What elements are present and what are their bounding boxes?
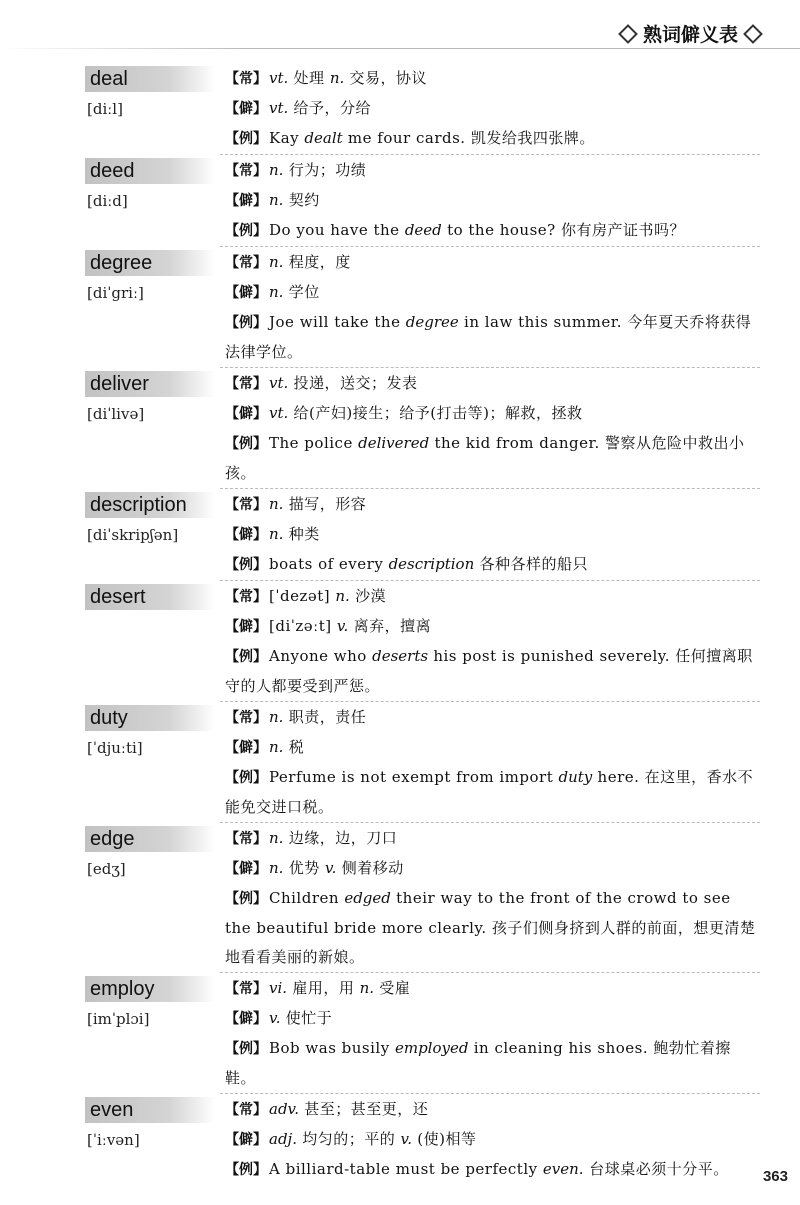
italic-text: dealt — [304, 129, 343, 147]
definition-text: 雇用，用 — [287, 979, 360, 997]
italic-text: delivered — [358, 434, 430, 452]
definition-text: the kid from danger. 警察从危险中救出小孩。 — [225, 434, 745, 482]
definition-text: 使忙于 — [280, 1009, 333, 1027]
italic-text: n. — [269, 253, 284, 271]
definition-example — [225, 642, 760, 701]
definition-text: 给予，分给 — [288, 99, 372, 117]
definition-text: boats of every — [269, 555, 389, 573]
definition-text: 均匀的；平的 — [296, 1130, 401, 1148]
tag-label: 【僻】 — [225, 1132, 267, 1148]
definition-text: 交易，协议 — [344, 69, 428, 87]
italic-text: n. — [269, 495, 284, 513]
definition-common — [225, 974, 760, 1004]
definition-text: 受雇 — [374, 979, 411, 997]
definition-text: 职责，责任 — [283, 708, 367, 726]
definition-example — [225, 216, 760, 246]
definition-text: Kay — [269, 129, 305, 147]
definition-common — [225, 703, 760, 733]
phonetic: [diːd] — [87, 192, 128, 210]
definition-example — [225, 763, 760, 822]
definitions — [225, 974, 760, 1093]
entry-deal — [85, 64, 760, 154]
definition-text: 投递，送交；发表 — [288, 374, 418, 392]
definition-text: (使)相等 — [411, 1130, 477, 1148]
definition-text: [ˈdezət] — [269, 587, 336, 605]
entry-even — [85, 1095, 760, 1185]
tag-label: 【僻】 — [225, 101, 267, 117]
definition-text: 优势 — [283, 859, 325, 877]
phonetic: [edʒ] — [87, 860, 126, 878]
definitions — [225, 824, 760, 972]
definition-example — [225, 1155, 760, 1185]
italic-text: adv. — [269, 1100, 300, 1118]
tag-label: 【常】 — [225, 710, 267, 726]
definition-rare — [225, 854, 760, 884]
entry-description — [85, 490, 760, 580]
definition-text: Do you have the — [269, 221, 405, 239]
definition-example — [225, 550, 760, 580]
italic-text: n. — [329, 69, 345, 87]
definition-text: 各种各样的船只 — [474, 555, 589, 573]
page-number: 363 — [762, 1168, 788, 1185]
definition-text: Perfume is not exempt from import — [269, 768, 559, 786]
tag-label: 【例】 — [225, 315, 267, 331]
italic-text: n. — [269, 708, 284, 726]
definition-common — [225, 156, 760, 186]
italic-text: n. — [269, 161, 284, 179]
phonetic: [diːl] — [87, 100, 123, 118]
definition-common — [225, 64, 760, 94]
definition-text: [diˈzəːt] — [269, 617, 337, 635]
italic-text: n. — [269, 191, 284, 209]
tag-label: 【僻】 — [225, 1011, 267, 1027]
headword: edge — [90, 828, 135, 850]
italic-text: n. — [269, 525, 284, 543]
italic-text: v. — [336, 617, 349, 635]
definition-text: 离弃，擅离 — [348, 617, 432, 635]
definitions — [225, 582, 760, 701]
definition-text: Joe will take the — [269, 313, 406, 331]
definition-text: 边缘，边，刀口 — [283, 829, 398, 847]
tag-label: 【例】 — [225, 1041, 267, 1057]
italic-text: n. — [359, 979, 375, 997]
definitions — [225, 156, 760, 246]
phonetic: [ˈdjuːti] — [87, 739, 143, 757]
definition-rare — [225, 612, 760, 642]
definition-text: Bob was busily — [269, 1039, 395, 1057]
tag-label: 【常】 — [225, 1102, 267, 1118]
headword: deliver — [90, 373, 149, 395]
definitions — [225, 369, 760, 488]
definition-text: Children — [269, 889, 345, 907]
italic-text: employed — [394, 1039, 469, 1057]
definition-text: 处理 — [288, 69, 330, 87]
tag-label: 【例】 — [225, 557, 267, 573]
definition-text: 种类 — [283, 525, 320, 543]
definition-text: 程度，度 — [283, 253, 351, 271]
headword: deed — [90, 160, 135, 182]
definition-example — [225, 1034, 760, 1093]
definitions — [225, 490, 760, 580]
tag-label: 【僻】 — [225, 527, 267, 543]
tag-label: 【常】 — [225, 981, 267, 997]
italic-text: vt. — [269, 69, 289, 87]
definition-example — [225, 429, 760, 488]
tag-label: 【例】 — [225, 223, 267, 239]
header-title: 熟词僻义表 — [642, 24, 738, 46]
headword: desert — [90, 586, 146, 608]
italic-text: v. — [400, 1130, 412, 1148]
definition-text: 描写，形容 — [283, 495, 367, 513]
definition-rare — [225, 186, 760, 216]
definition-rare — [225, 733, 760, 763]
definition-text: Anyone who — [269, 647, 373, 665]
tag-label: 【例】 — [225, 770, 267, 786]
definition-text: 侧着移动 — [336, 859, 404, 877]
entry-deed — [85, 156, 760, 246]
header-divider — [0, 48, 800, 49]
italic-text: description — [388, 555, 475, 573]
phonetic: [diˈskripʃən] — [87, 526, 179, 544]
entry-list — [85, 64, 760, 1185]
definition-text: 沙漠 — [349, 587, 387, 605]
italic-text: vt. — [269, 99, 289, 117]
tag-label: 【常】 — [225, 831, 267, 847]
running-header — [621, 20, 760, 47]
definition-text: 税 — [283, 738, 305, 756]
italic-text: n. — [269, 283, 284, 301]
definition-rare — [225, 1004, 760, 1034]
definition-rare — [225, 1125, 760, 1155]
diamond-icon-right — [743, 24, 763, 44]
italic-text: n. — [335, 587, 350, 605]
definition-text: 行为；功绩 — [283, 161, 367, 179]
tag-label: 【常】 — [225, 376, 267, 392]
tag-label: 【例】 — [225, 131, 267, 147]
definition-rare — [225, 520, 760, 550]
definition-common — [225, 248, 760, 278]
definition-text: . 台球桌必须十分平。 — [578, 1160, 729, 1178]
definitions — [225, 703, 760, 822]
definition-text: 给(产妇)接生；给予(打击等)；解救，拯救 — [288, 404, 583, 422]
definition-example — [225, 884, 760, 972]
definition-common — [225, 824, 760, 854]
italic-text: n. — [269, 738, 284, 756]
definition-text: 学位 — [283, 283, 320, 301]
tag-label: 【常】 — [225, 255, 267, 271]
italic-text: v. — [324, 859, 337, 877]
tag-label: 【常】 — [225, 497, 267, 513]
definition-rare — [225, 278, 760, 308]
tag-label: 【僻】 — [225, 406, 267, 422]
phonetic: [diˈlivə] — [87, 405, 145, 423]
headword: description — [90, 494, 187, 516]
headword: deal — [90, 68, 128, 90]
tag-label: 【例】 — [225, 891, 267, 907]
definition-text: 契约 — [283, 191, 320, 209]
definition-text: to the house? 你有房产证书吗？ — [441, 221, 685, 239]
phonetic: [imˈplɔi] — [87, 1010, 150, 1028]
definition-example — [225, 124, 760, 154]
definition-rare — [225, 94, 760, 124]
italic-text: vt. — [269, 404, 289, 422]
definition-common — [225, 1095, 760, 1125]
entry-deliver — [85, 369, 760, 488]
diamond-icon-left — [618, 24, 638, 44]
tag-label: 【常】 — [225, 71, 267, 87]
tag-label: 【例】 — [225, 1162, 267, 1178]
phonetic: [diˈgriː] — [87, 284, 144, 302]
headword: duty — [90, 707, 128, 729]
italic-text: degree — [405, 313, 459, 331]
italic-text: vt. — [269, 374, 289, 392]
definitions — [225, 1095, 760, 1185]
definition-text: 甚至；甚至更，还 — [299, 1100, 429, 1118]
entry-edge — [85, 824, 760, 972]
tag-label: 【僻】 — [225, 285, 267, 301]
italic-text: deed — [404, 221, 442, 239]
italic-text: duty — [558, 768, 593, 786]
definition-text: A billiard-table must be perfectly — [269, 1160, 543, 1178]
entry-employ — [85, 974, 760, 1093]
definition-common — [225, 582, 760, 612]
entry-desert — [85, 582, 760, 701]
tag-label: 【常】 — [225, 163, 267, 179]
entry-degree — [85, 248, 760, 367]
definition-text: his post is punished severely. 任何擅离职守的人都要受到严惩。 — [225, 647, 753, 695]
tag-label: 【例】 — [225, 649, 267, 665]
tag-label: 【僻】 — [225, 861, 267, 877]
italic-text: adj. — [269, 1130, 297, 1148]
italic-text: n. — [269, 859, 284, 877]
italic-text: even — [542, 1160, 579, 1178]
tag-label: 【例】 — [225, 436, 267, 452]
tag-label: 【常】 — [225, 589, 267, 605]
tag-label: 【僻】 — [225, 193, 267, 209]
definition-text: in law this summer. 今年夏天乔将获得法律学位。 — [225, 313, 752, 361]
definition-rare — [225, 399, 760, 429]
headword: even — [90, 1099, 134, 1121]
italic-text: v. — [269, 1009, 281, 1027]
tag-label: 【僻】 — [225, 619, 267, 635]
phonetic: [ˈiːvən] — [87, 1131, 140, 1149]
entry-duty — [85, 703, 760, 822]
definition-example — [225, 308, 760, 367]
headword: degree — [90, 252, 153, 274]
definition-text: The police — [269, 434, 359, 452]
definition-text: in cleaning his shoes. 鲍勃忙着擦鞋。 — [225, 1039, 731, 1087]
definition-text: me four cards. 凯发给我四张牌。 — [342, 129, 595, 147]
definition-text: their way to the front of the crowd to see the beautiful bride more clearly. 孩子们侧身挤到人群的前面，想更清楚地看看美丽的新娘。 — [225, 889, 756, 966]
tag-label: 【僻】 — [225, 740, 267, 756]
headword: employ — [90, 978, 155, 1000]
definitions — [225, 64, 760, 154]
italic-text: deserts — [372, 647, 429, 665]
italic-text: vi. — [269, 979, 288, 997]
italic-text: n. — [269, 829, 284, 847]
definition-common — [225, 490, 760, 520]
definitions — [225, 248, 760, 367]
definition-common — [225, 369, 760, 399]
definition-text: here. 在这里，香水不能免交进口税。 — [225, 768, 754, 816]
italic-text: edged — [344, 889, 391, 907]
